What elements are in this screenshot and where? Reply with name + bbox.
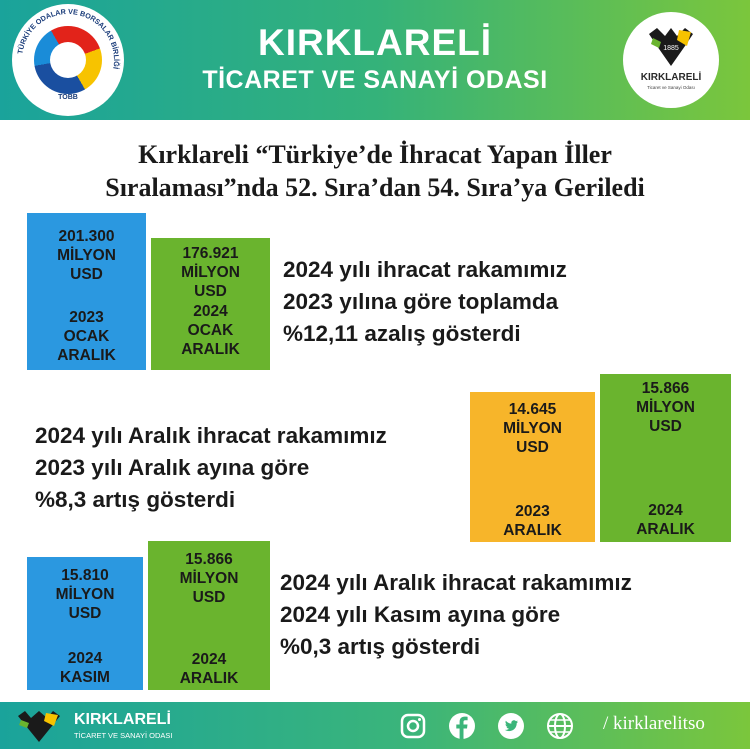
header-title-line2: TİCARET VE SANAYİ ODASI [202,66,548,94]
box-unit: MİLYON [503,420,562,437]
instagram-icon[interactable] [399,712,427,740]
export-box-2024-december-mom [148,541,270,690]
statement-line: %0,3 artış gösterdi [280,634,481,659]
facebook-icon[interactable] [448,712,476,740]
headline-line1: Kırklareli “Türkiye’de İhracat Yapan İller [138,140,612,169]
box-currency: USD [70,266,103,283]
box-value: 176.921 [182,245,239,262]
box-period: KASIM [60,669,110,686]
box-currency: USD [194,283,227,300]
headline [0,138,750,204]
statement-december-mom [280,567,632,663]
export-box-2024-november [27,557,143,690]
tobb-logo [12,4,124,116]
box-unit: MİLYON [181,264,240,281]
statement-line: %12,11 azalış gösterdi [283,321,521,346]
box-unit: MİLYON [57,247,116,264]
box-period-start: OCAK [63,328,110,345]
statement-line: 2023 yılı Aralık ayına göre [35,455,310,480]
statement-line: 2024 yılı ihracat rakamımız [283,257,567,282]
statement-line: 2023 yılına göre toplamda [283,289,559,314]
box-period-end: ARALIK [57,347,116,364]
box-currency: USD [649,418,682,435]
header-title-line1: KIRKLARELİ [257,22,493,63]
box-period: ARALIK [179,670,239,687]
kirklareli-logo-sub: Ticaret ve Sanayi Odası [647,85,695,90]
box-unit: MİLYON [179,570,239,587]
box-value: 201.300 [58,228,115,245]
box-value: 14.645 [508,401,557,418]
box-year: 2023 [515,503,550,520]
box-unit: MİLYON [55,586,115,603]
footer-name: KIRKLARELİ [74,711,171,728]
export-box-2024-annual [151,238,270,370]
kirklareli-emblem-icon [647,24,695,68]
box-year: 2023 [69,309,104,326]
tobb-emblem [34,26,102,94]
footer-bar [0,702,750,749]
tobb-label: TOBB [58,94,78,101]
export-box-2023-december [470,392,595,542]
statement-annual [283,254,567,350]
twitter-icon[interactable] [497,712,525,740]
headline-line2: Sıralaması”nda 52. Sıra’dan 54. Sıra’ya Geriledi [105,173,645,202]
statement-line: 2024 yılı Kasım ayına göre [280,602,561,627]
box-year: 2024 [67,650,103,667]
kirklareli-logo-name: KIRKLARELİ [640,72,702,83]
box-period-start: OCAK [187,322,234,339]
svg-text:1885: 1885 [663,45,679,52]
box-value: 15.866 [185,551,233,568]
box-currency: USD [68,605,102,622]
statement-line: %8,3 artış gösterdi [35,487,236,512]
statement-line: 2024 yılı Aralık ihracat rakamımız [35,423,387,448]
box-value: 15.866 [641,380,690,397]
export-box-2023-annual [27,213,146,370]
statement-december-yoy [35,420,387,516]
kirklareli-tso-logo [623,12,719,108]
web-globe-icon[interactable] [546,712,574,740]
export-box-2024-december [600,374,731,542]
footer-sub: TİCARET VE SANAYİ ODASI [74,731,173,740]
box-year: 2024 [193,303,228,320]
box-period: ARALIK [503,522,562,539]
statement-line: 2024 yılı Aralık ihracat rakamımız [280,570,632,595]
box-year: 2024 [648,502,683,519]
box-year: 2024 [191,651,227,668]
box-unit: MİLYON [636,399,695,416]
box-value: 15.810 [61,567,109,584]
svg-text:TÜRKİYE ODALAR VE BORSALAR BİR: TÜRKİYE ODALAR VE BORSALAR BİRLİĞİ [15,6,122,70]
social-handle[interactable]: / kirklarelitso [603,713,705,734]
box-period-end: ARALIK [181,341,240,358]
box-currency: USD [516,439,549,456]
box-currency: USD [192,589,226,606]
footer-logo-icon [16,708,62,744]
box-period: ARALIK [636,521,695,538]
header-title [170,22,580,96]
header-banner [0,0,750,120]
